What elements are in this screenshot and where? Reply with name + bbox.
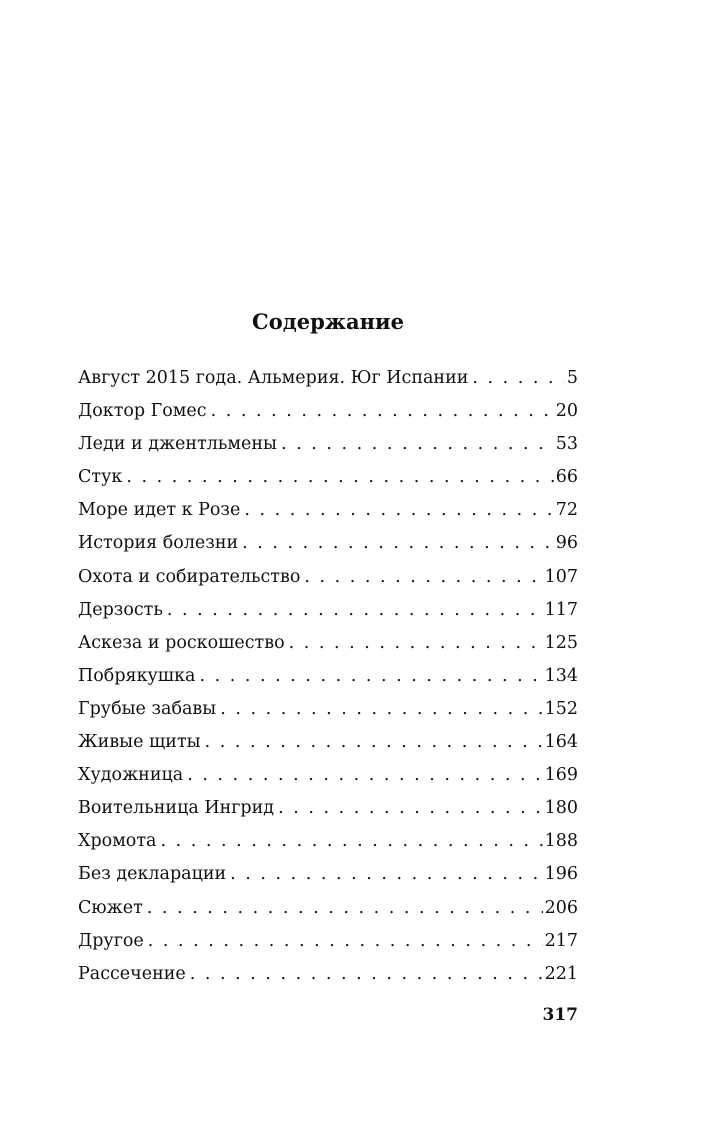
dot-leader (190, 958, 543, 991)
toc-entry-page: 188 (544, 831, 578, 852)
dot-leader (472, 362, 564, 395)
toc-entry-title: Дерзость (78, 599, 163, 620)
dot-leader (126, 461, 553, 494)
toc-entry-page: 117 (544, 599, 578, 620)
toc-entry-page: 72 (555, 500, 578, 521)
dot-leader (160, 825, 542, 858)
toc-entry-title: Доктор Гомес (78, 401, 207, 422)
dot-leader (281, 428, 554, 461)
toc-entry[interactable] (78, 858, 578, 891)
toc-entry[interactable] (78, 594, 578, 627)
toc-entry-title: Леди и джентльмены (78, 434, 277, 455)
dot-leader (199, 660, 542, 693)
dot-leader (230, 858, 542, 891)
toc-entry-title: Без декларации (78, 864, 227, 885)
toc-title: Содержание (252, 309, 404, 334)
toc-entry-title: Другое (78, 930, 144, 951)
toc-entry-title: Живые щиты (78, 732, 201, 753)
dot-leader (147, 892, 543, 925)
dot-leader (167, 594, 543, 627)
toc-entry-title: Море идет к Розе (78, 500, 241, 521)
toc-entry-title: Воительница Ингрид (78, 798, 275, 819)
toc-entry-page: 221 (544, 963, 578, 984)
toc-entry-title: Аскеза и роскошество (78, 632, 285, 653)
toc-entry[interactable] (78, 726, 578, 759)
toc-entry[interactable] (78, 660, 578, 693)
dot-leader (187, 759, 542, 792)
toc-entry-page: 107 (544, 566, 578, 587)
toc-entry[interactable] (78, 693, 578, 726)
page-number: 317 (542, 1005, 578, 1025)
toc-entry-title: Август 2015 года. Альмерия. Юг Испании (78, 368, 469, 388)
toc-entry[interactable] (78, 561, 578, 594)
dot-leader (289, 627, 543, 660)
toc-entry-title: Рассечение (78, 963, 186, 984)
toc-entry-page: 53 (555, 434, 578, 455)
toc-entry-title: Хромота (78, 831, 157, 852)
toc-entry-page: 96 (555, 533, 578, 554)
toc-entry-page: 125 (544, 632, 578, 653)
toc-entry-title: Стук (78, 467, 123, 488)
toc-entry[interactable] (78, 825, 578, 858)
toc-entry[interactable] (78, 892, 578, 925)
toc-entry-title: Художница (78, 765, 184, 786)
dot-leader (205, 726, 543, 759)
toc-entry[interactable] (78, 428, 578, 461)
dot-leader (220, 693, 542, 726)
dot-leader (244, 494, 553, 527)
toc-entry-page: 66 (555, 467, 578, 488)
toc-entry-page: 134 (544, 665, 578, 686)
toc-entry-page: 20 (555, 401, 578, 422)
toc-entry-page: 180 (544, 798, 578, 819)
toc-entry-title: Побрякушка (78, 665, 196, 686)
dot-leader (242, 527, 554, 560)
toc-entry[interactable] (78, 759, 578, 792)
toc-entry-page: 217 (544, 930, 578, 951)
toc-entry[interactable] (78, 627, 578, 660)
toc-entry[interactable] (78, 527, 578, 560)
dot-leader (211, 395, 554, 428)
toc-entry[interactable] (78, 461, 578, 494)
toc-entry[interactable] (78, 362, 578, 395)
toc-entry[interactable] (78, 958, 578, 991)
toc-entry[interactable] (78, 792, 578, 825)
toc-entry-title: Сюжет (78, 897, 143, 918)
toc-entry-title: История болезни (78, 533, 239, 554)
toc-entry-page: 169 (544, 765, 578, 786)
dot-leader (278, 792, 543, 825)
toc-entry-page: 196 (544, 864, 578, 885)
toc-list (78, 362, 578, 991)
toc-entry[interactable] (78, 494, 578, 527)
toc-entry[interactable] (78, 925, 578, 958)
toc-entry[interactable] (78, 395, 578, 428)
toc-entry-page: 164 (544, 732, 578, 753)
toc-entry-page: 5 (566, 368, 578, 388)
dot-leader (304, 561, 542, 594)
dot-leader (148, 925, 543, 958)
toc-entry-page: 152 (544, 698, 578, 719)
toc-entry-title: Грубые забавы (78, 698, 217, 719)
toc-entry-page: 206 (544, 897, 578, 918)
toc-entry-title: Охота и собирательство (78, 566, 301, 587)
